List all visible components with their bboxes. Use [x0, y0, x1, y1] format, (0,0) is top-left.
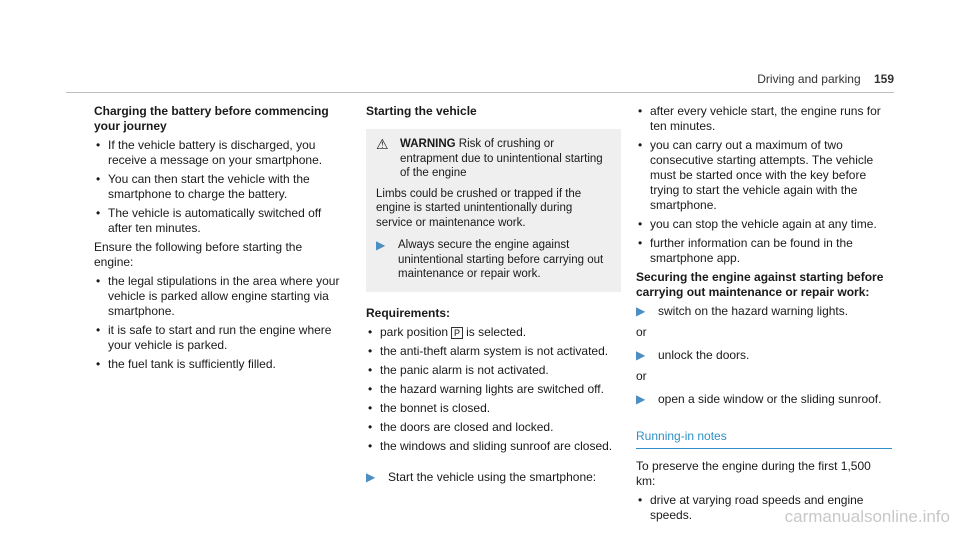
list-item: • the legal stipulations in the area where your vehicle is parked allow engine starting via smartphone.	[94, 274, 344, 319]
preserve-text: To preserve the engine during the first 1,500 km:	[636, 459, 871, 488]
section-name: Driving and parking	[757, 72, 861, 86]
warning-triangle-icon: ⚠	[376, 136, 389, 152]
info-list	[636, 104, 892, 266]
warning-box	[366, 129, 621, 292]
list-item: • you can carry out a maximum of two consecutive starting attempts. The vehicle must be started once with the key before trying to start the vehicle again with the smartphone.	[636, 138, 892, 213]
securing-step-3: open a side window or the sliding sunroof.	[658, 392, 882, 406]
start-step: Start the vehicle using the smartphone:	[388, 469, 597, 484]
starting-heading: Starting the vehicle	[366, 104, 477, 118]
list-item: • after every vehicle start, the engine runs for ten minutes.	[636, 104, 892, 134]
list-item: • The vehicle is automatically switched off after ten minutes.	[94, 206, 344, 236]
list-item: • drive at varying road speeds and engine speeds.	[636, 493, 892, 523]
warning-text: Risk of crushing or entrapment due to unintentional starting of the engine	[400, 138, 603, 179]
warning-step: Always secure the engine against unintentional starting before carrying out maintenance or repair work.	[398, 239, 604, 280]
warning-body: Limbs could be crushed or trapped if the engine is started unintentionally during service or maintenance work.	[376, 187, 582, 229]
charging-heading: Charging the battery before commencing your journey	[94, 104, 329, 133]
arrow-icon: ▶	[636, 392, 646, 406]
column-3	[636, 104, 892, 527]
warning-label: WARNING	[400, 138, 456, 150]
list-item: • it is safe to start and run the engine where your vehicle is parked.	[94, 323, 344, 353]
park-p-icon: P	[451, 327, 463, 339]
header-rule	[66, 92, 894, 93]
arrow-icon: ▶	[376, 238, 386, 252]
list-item: • park position P is selected.	[366, 325, 621, 340]
arrow-icon: ▶	[636, 304, 646, 318]
list-item: • the panic alarm is not activated.	[366, 363, 621, 378]
ensure-text: Ensure the following before starting the engine:	[94, 240, 303, 269]
column-1	[94, 104, 344, 376]
list-item: • the fuel tank is sufficiently filled.	[94, 357, 344, 372]
list-item: • the anti-theft alarm system is not activated.	[366, 344, 621, 359]
list-item: • the bonnet is closed.	[366, 401, 621, 416]
or-text: or	[636, 325, 647, 339]
list-item: • you can stop the vehicle again at any time.	[636, 217, 892, 232]
securing-heading: Securing the engine against starting before carrying out maintenance or repair work:	[636, 270, 884, 299]
arrow-icon: ▶	[636, 348, 646, 362]
arrow-icon: ▶	[366, 469, 376, 484]
securing-step-1: switch on the hazard warning lights.	[658, 304, 849, 318]
list-item: • You can then start the vehicle with the smartphone to charge the battery.	[94, 172, 344, 202]
running-in-title: Running-in notes	[636, 429, 892, 449]
ensure-list	[94, 274, 344, 372]
or-text: or	[636, 369, 647, 383]
list-item: • the windows and sliding sunroof are closed.	[366, 439, 621, 454]
column-2	[366, 104, 621, 491]
securing-step-2: unlock the doors.	[658, 348, 750, 362]
list-item: • If the vehicle battery is discharged, you receive a message on your smartphone.	[94, 138, 344, 168]
list-item: • the hazard warning lights are switched off.	[366, 382, 621, 397]
page-number: 159	[873, 72, 894, 86]
list-item: • the doors are closed and locked.	[366, 420, 621, 435]
requirements-label: Requirements:	[366, 305, 451, 320]
watermark: carmanualsonline.info	[784, 507, 950, 526]
charging-list	[94, 138, 344, 236]
requirements-list	[366, 325, 621, 454]
page-header	[757, 72, 894, 86]
list-item: • further information can be found in the smartphone app.	[636, 236, 892, 266]
